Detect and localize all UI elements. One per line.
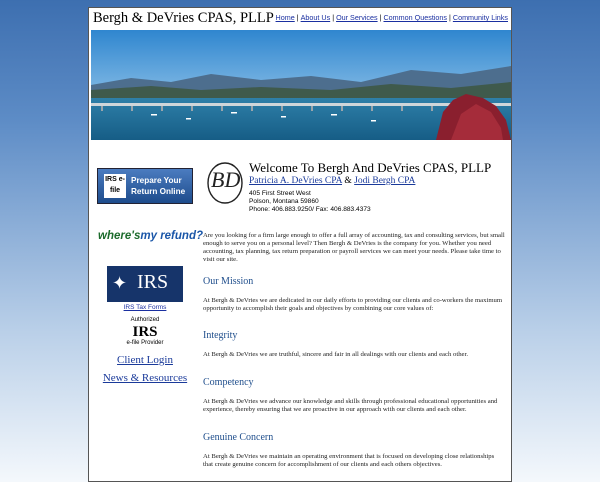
- intro-paragraph: Are you looking for a firm large enough to offer a full array of accounting, tax and consulting services, but small enough to serve you on a personal level? Then Bergh & DeVries is the company for you. Whether you need accounting, tax planning, tax return preparation or payroll services we can meet your needs. Please take time to visit our site.: [203, 232, 505, 263]
- nav-about-link[interactable]: About Us: [300, 13, 331, 22]
- efile-provider-label: e-file Provider: [126, 340, 164, 346]
- nav-services-link[interactable]: Our Services: [336, 13, 378, 22]
- bd-monogram-logo: [205, 160, 245, 206]
- nav-separator: |: [449, 13, 451, 22]
- competency-paragraph: At Bergh & DeVries we advance our knowledge and skills through professional educational opportunities and experience, thereby ensuring that we are proactive in our approach with our clients and each other.: [203, 398, 498, 413]
- nav-separator: |: [296, 13, 299, 22]
- nav-community-link[interactable]: Community Links: [452, 13, 508, 22]
- genuine-concern-paragraph: At Bergh & DeVries we maintain an operating environment that is focused on developing close relationships that create genuine concern for accomplishment of our clients and each others objectives.: [203, 453, 495, 468]
- integrity-paragraph: At Bergh & DeVries we are truthful, sincere and fair in all dealings with our clients and each other.: [203, 351, 469, 358]
- my-refund-text: my refund?: [140, 230, 203, 242]
- authorized-label: Authorized: [130, 317, 160, 323]
- wheres-text: where's: [98, 230, 141, 242]
- sidebar: [89, 158, 201, 478]
- news-resources-link[interactable]: News & Resources: [102, 372, 188, 384]
- cpa-bergh-link[interactable]: Jodi Bergh CPA: [354, 176, 416, 186]
- competency-heading: Competency: [203, 377, 254, 388]
- cpa-links: [249, 176, 415, 186]
- wheres-my-refund-link[interactable]: [98, 230, 203, 242]
- banner-image: [91, 30, 511, 140]
- nav-separator: |: [332, 13, 335, 22]
- cpa-separator: &: [344, 176, 352, 186]
- prepare-return-label: Prepare Your Return Online: [131, 176, 186, 196]
- mission-paragraph: At Bergh & DeVries we are dedicated in our daily efforts to providing our clients and co-workers the maximum opportunity to accomplish their goals and objectives by combining our core values of:: [203, 297, 503, 312]
- prepare-return-online-button[interactable]: [97, 168, 193, 204]
- page-container: [88, 7, 512, 482]
- cpa-devries-link[interactable]: Patricia A. DeVries CPA: [249, 176, 343, 186]
- irs-efile-logo: IRS: [132, 324, 158, 340]
- address-block: [249, 190, 371, 213]
- irs-logo-text: IRS: [137, 271, 169, 293]
- irs-efile-icon: IRS e-file: [104, 174, 126, 198]
- nav-home-link[interactable]: Home: [275, 13, 295, 22]
- nav-separator: |: [379, 13, 382, 22]
- genuine-concern-heading: Genuine Concern: [203, 432, 274, 443]
- main-content: [203, 158, 509, 478]
- address-street: 405 First Street West: [249, 190, 311, 197]
- mission-heading: Our Mission: [203, 276, 254, 287]
- eagle-icon: ✦: [112, 273, 128, 293]
- irs-tax-forms-link[interactable]: IRS Tax Forms: [123, 304, 167, 311]
- integrity-heading: Integrity: [203, 330, 238, 341]
- top-bar: [89, 8, 511, 30]
- address-phone: Phone: 406.883.9250/ Fax: 406.883.4373: [249, 205, 371, 213]
- irs-logo-link[interactable]: [107, 266, 183, 302]
- address-city: Polson, Montana 59860: [249, 197, 319, 205]
- welcome-heading: Welcome To Bergh And DeVries CPAS, PLLP: [249, 160, 492, 175]
- nav-questions-link[interactable]: Common Questions: [383, 13, 447, 22]
- site-title: Bergh & DeVries CPAS, PLLP: [93, 10, 274, 26]
- client-login-link[interactable]: Client Login: [117, 354, 173, 366]
- monogram-text: BD: [211, 167, 241, 192]
- top-nav: [276, 13, 508, 22]
